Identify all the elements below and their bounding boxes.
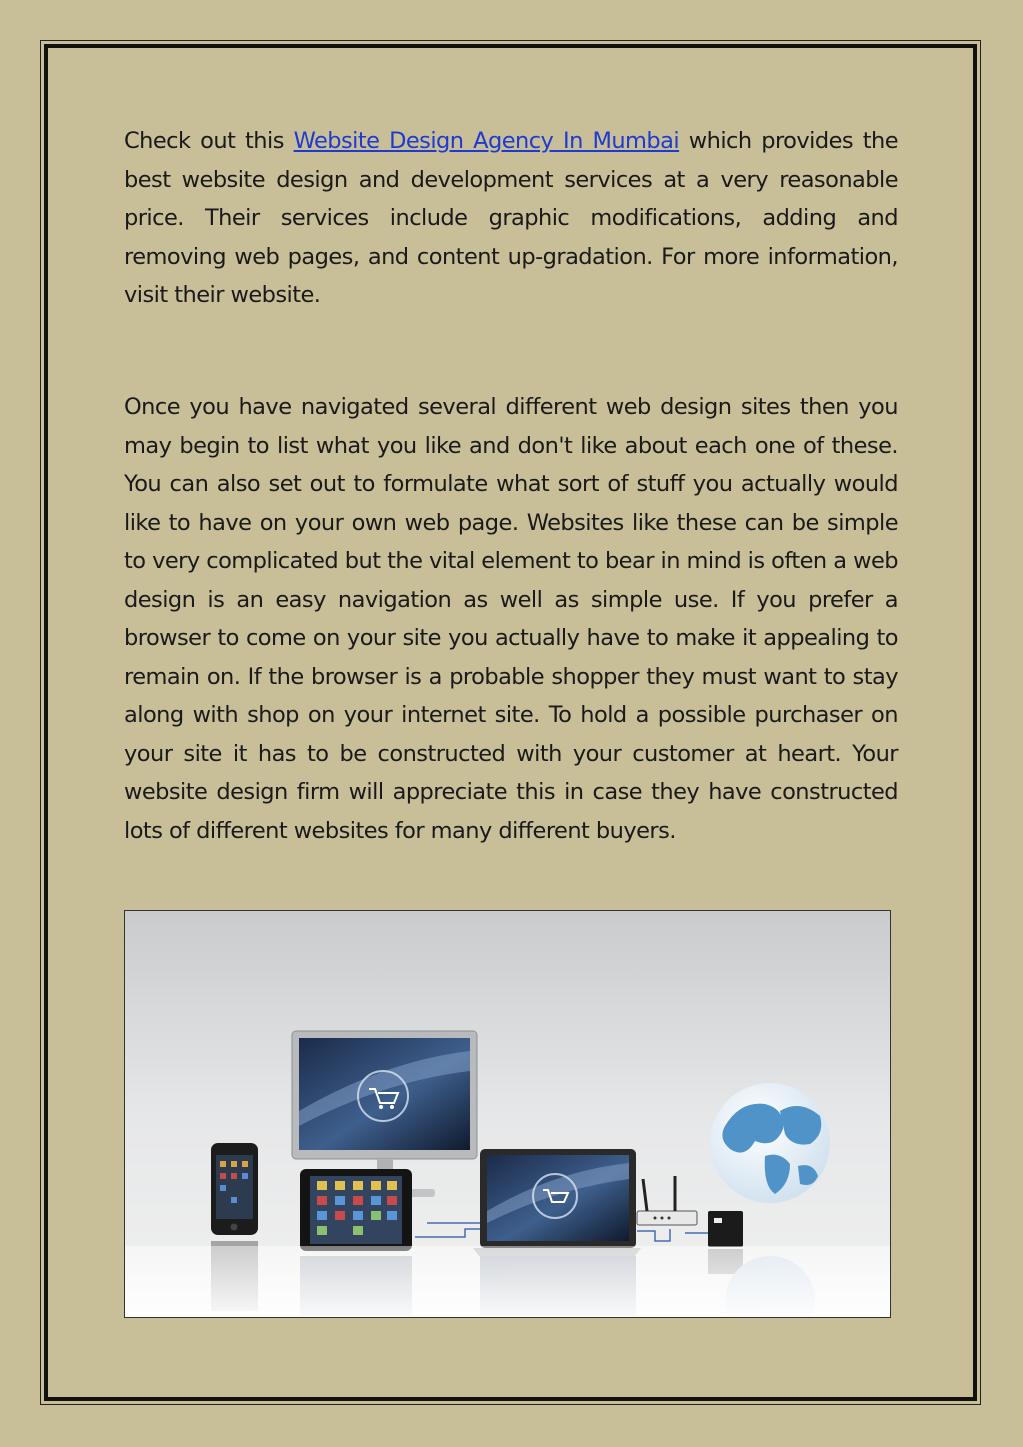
laptop-icon [473,1149,641,1256]
globe-icon [710,1083,830,1203]
body-paragraph: Once you have navigated several different web design sites then you may begin to list what you like and don't like about each one of these. You can also set out to formulate what sort of stuff you actually would like to have on your own web page. Websites like these can be simple to very complicated but the vital element to bear in mind is often a web design is an easy navigation as well as simple use. If you prefer a browser to come on your site you actually have to make it appealing to remain on. If the browser is a probable shopper they must want to stay along with shop on your internet site. To hold a possible purchaser on your site it has to be constructed with your customer at heart. Your website design firm will appreciate this in case they have constructed lots of different websites for many different buyers. [124,394,898,844]
intro-text-after: which provides the best website design and development services at a very reasonable price. Their services include graphic modifications, adding and removing web pages, and content up-gradation. For more information, visit their website. [124,128,898,308]
smartphone-icon [211,1143,258,1235]
tablet-icon [300,1169,412,1251]
agency-link[interactable]: Website Design Agency In Mumbai [293,128,680,154]
devices-illustration [124,910,891,1318]
intro-paragraph [124,122,898,315]
hard-drive-icon [708,1211,743,1247]
intro-text-before: Check out this [124,128,294,154]
